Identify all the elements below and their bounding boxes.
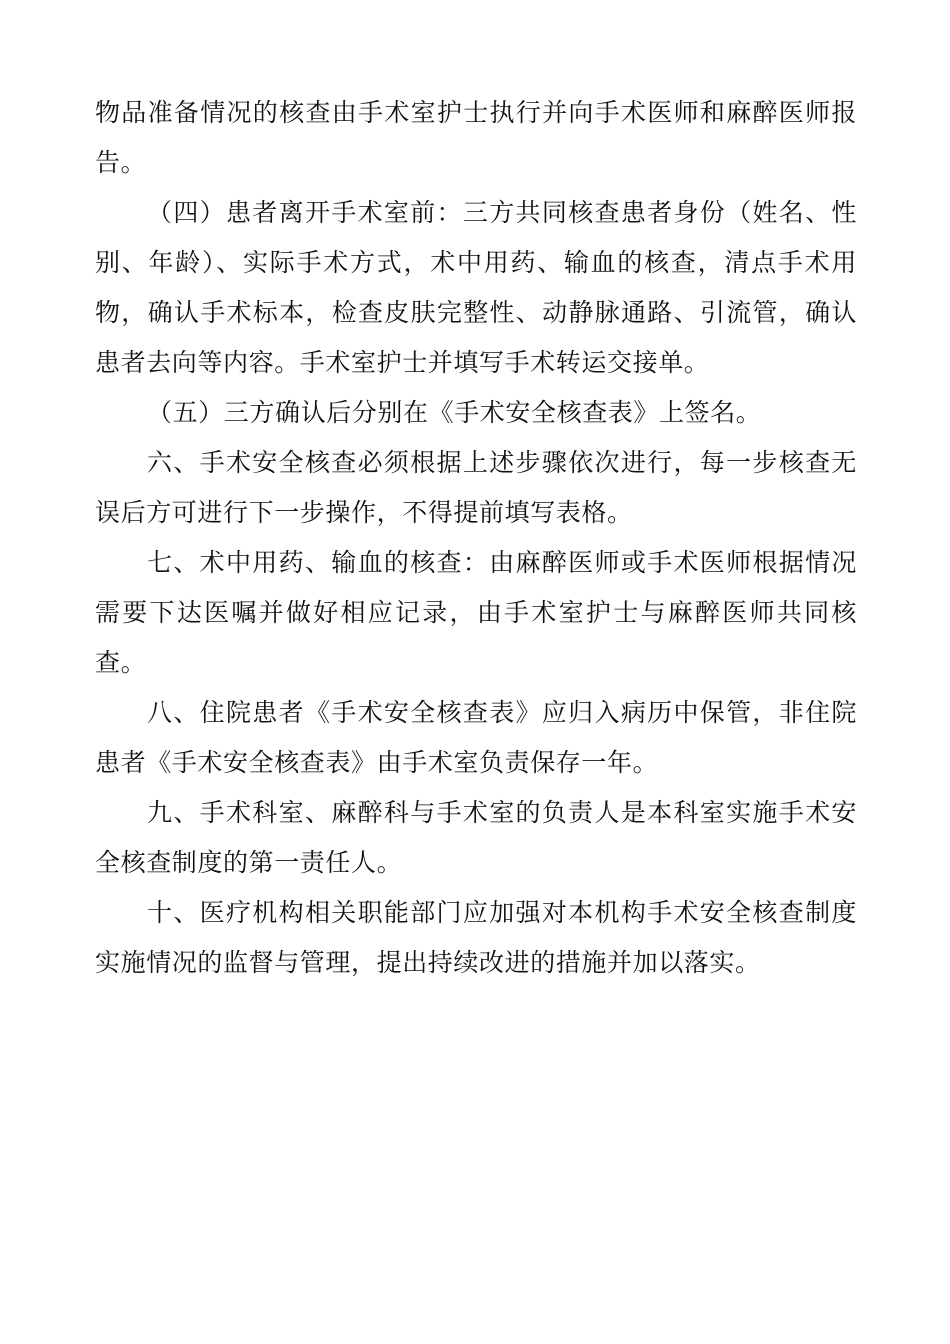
paragraph-section-5: （五）三方确认后分别在《手术安全核查表》上签名。 [147, 398, 762, 427]
paragraph-continued: 物品准备情况的核查由手术室护士执行并向手术医师和麻醉医师报告。 [95, 98, 857, 177]
paragraph-item-9: 九、手术科室、麻醉科与手术室的负责人是本科室实施手术安全核查制度的第一责任人。 [95, 798, 857, 877]
paragraph-item-6: 六、手术安全核查必须根据上述步骤依次进行，每一步核查无误后方可进行下一步操作，不得提前填写表格。 [95, 448, 857, 527]
paragraph-section-4: （四）患者离开手术室前：三方共同核查患者身份（姓名、性别、年龄）、实际手术方式，术中用药、输血的核查，清点手术用物，确认手术标本，检查皮肤完整性、动静脉通路、引流管，确认患者去向等内容。手术室护士并填写手术转运交接单。 [95, 198, 857, 377]
paragraph-item-7: 七、术中用药、输血的核查：由麻醉医师或手术医师根据情况需要下达医嘱并做好相应记录，由手术室护士与麻醉医师共同核查。 [95, 548, 857, 677]
paragraph-item-8: 八、住院患者《手术安全核查表》应归入病历中保管，非住院患者《手术安全核查表》由手术室负责保存一年。 [95, 698, 857, 777]
document-body [95, 88, 857, 988]
paragraph-item-10: 十、医疗机构相关职能部门应加强对本机构手术安全核查制度实施情况的监督与管理，提出持续改进的措施并加以落实。 [95, 898, 857, 977]
